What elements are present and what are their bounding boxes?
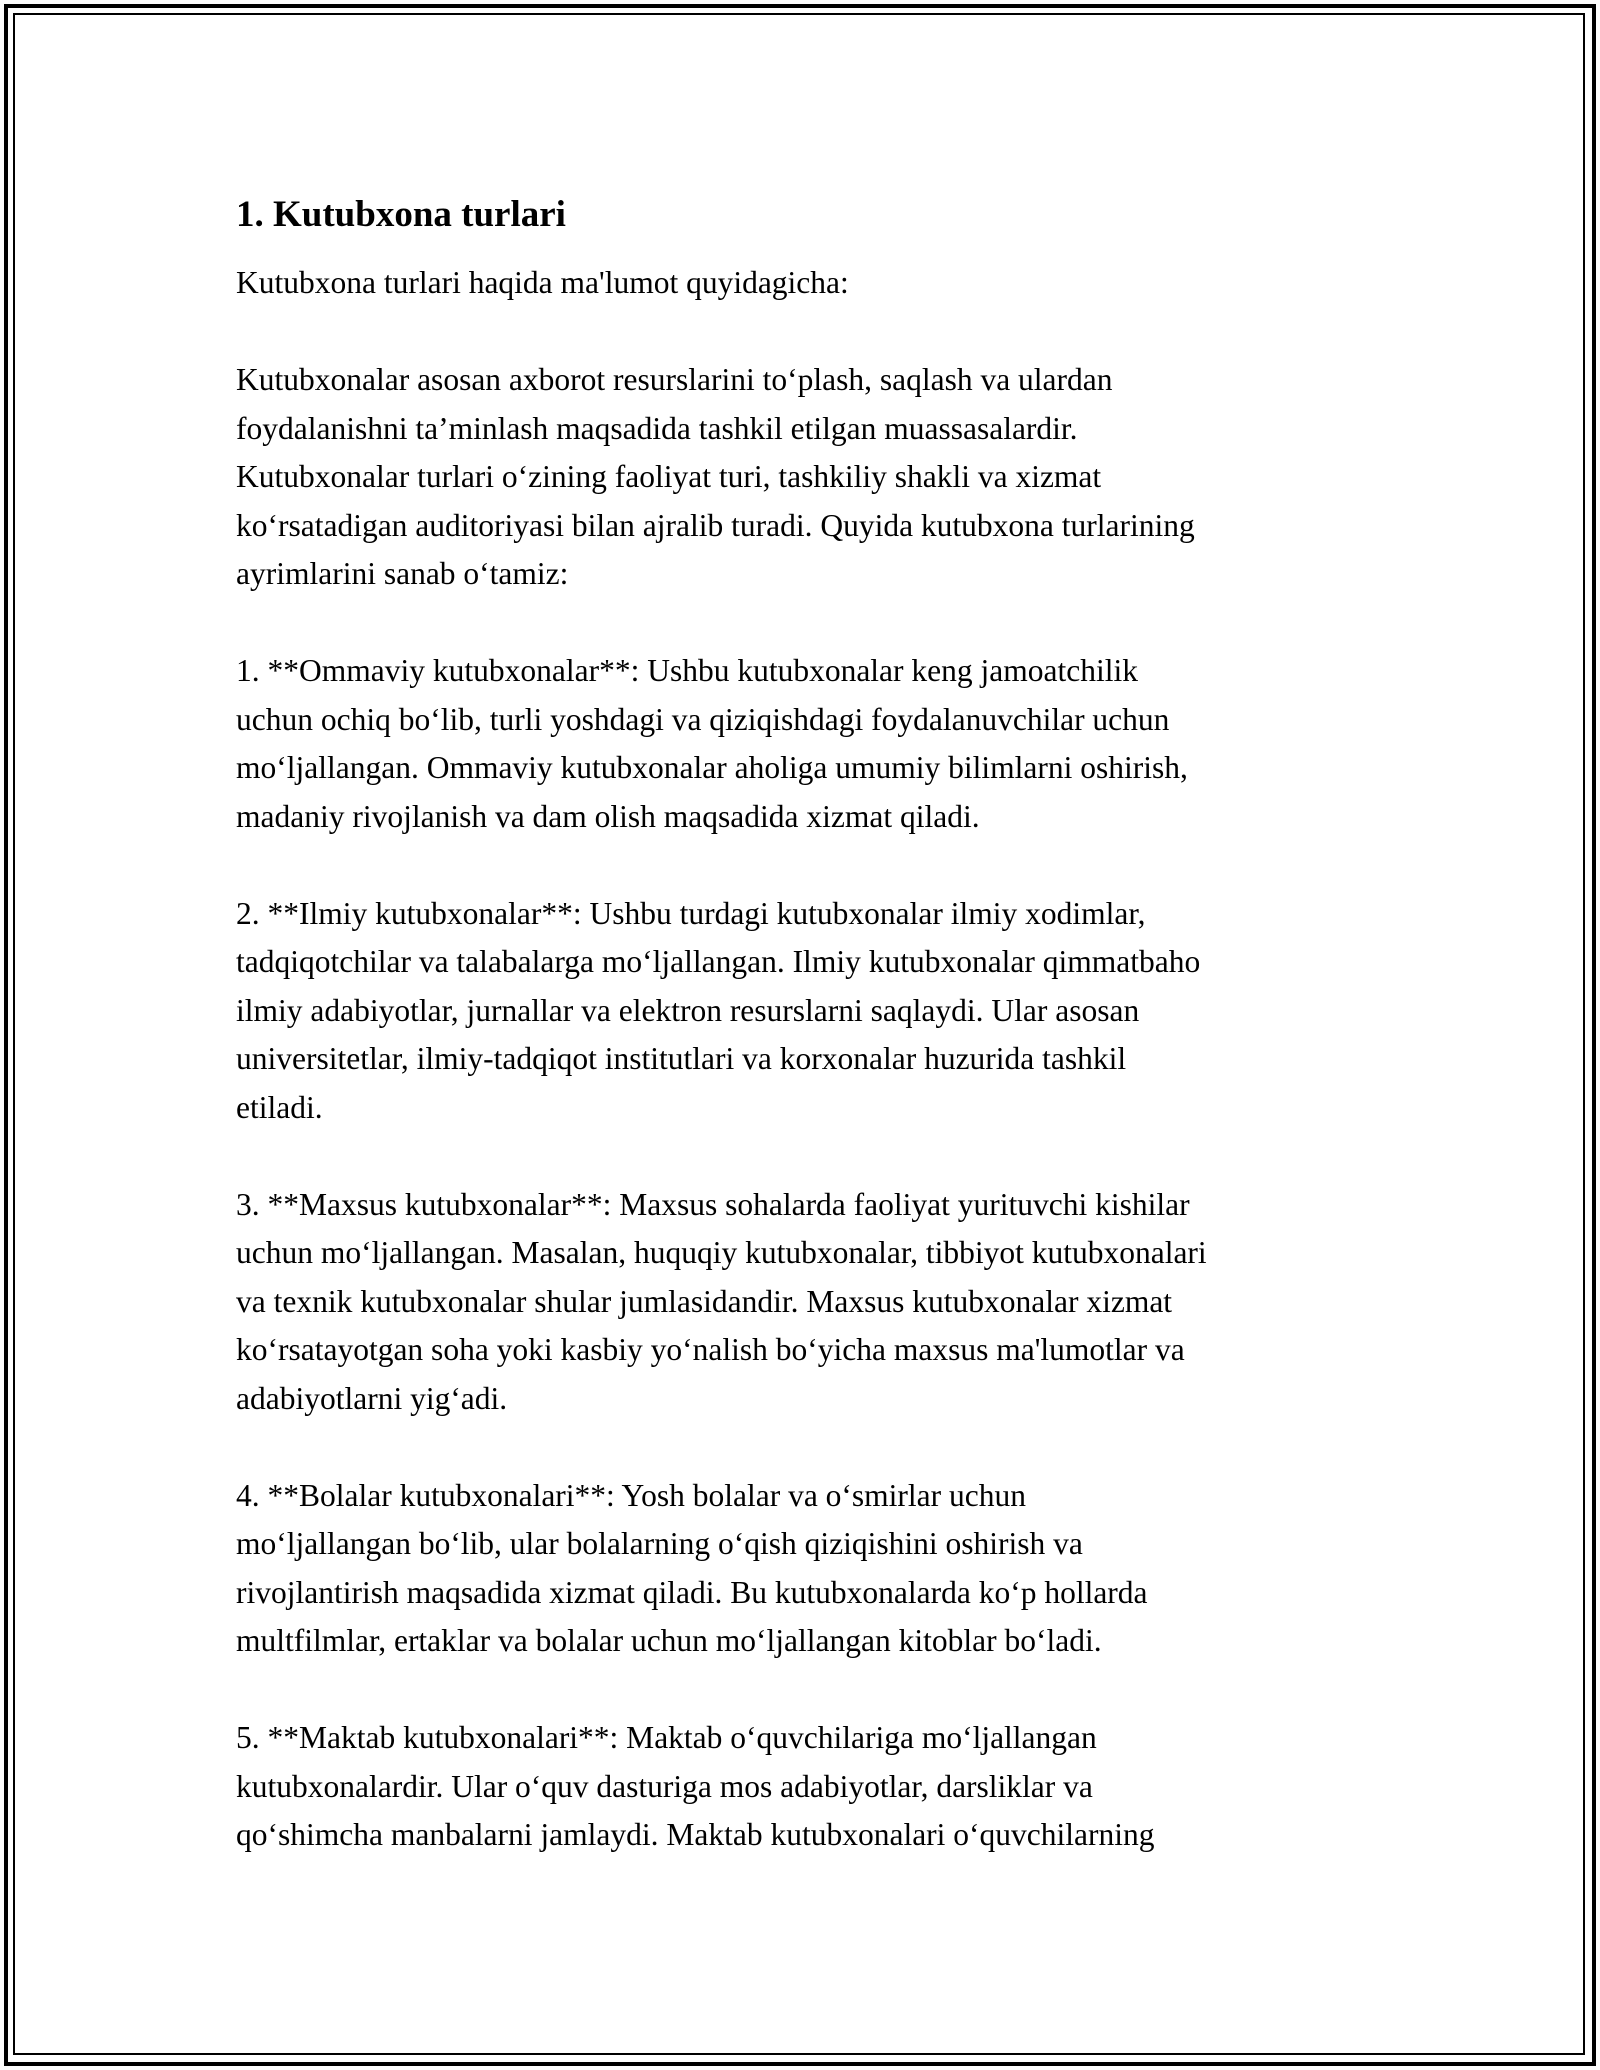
paragraph xyxy=(236,1181,1386,1424)
paragraph xyxy=(236,1714,1386,1860)
text-line: adabiyotlarni yig‘adi. xyxy=(236,1380,508,1416)
text-line: Kutubxonalar asosan axborot resurslarini to‘plash, saqlash va ulardan xyxy=(236,362,1113,397)
text-line: tadqiqotchilar va talabalarga mo‘ljallangan. Ilmiy kutubxonalar qimmatbaho xyxy=(236,944,1201,979)
text-line: Kutubxona turlari haqida ma'lumot quyidagicha: xyxy=(236,265,849,300)
document-body xyxy=(236,185,1386,1908)
text-line: 5. **Maktab kutubxonalari**: Maktab o‘quvchilariga mo‘ljallangan xyxy=(236,1720,1097,1755)
paragraph xyxy=(236,259,1386,308)
paragraph xyxy=(236,647,1386,841)
text-line: mo‘ljallangan bo‘lib, ular bolalarning o‘qish qiziqishini oshirish va xyxy=(236,1526,1083,1561)
text-line: rivojlantirish maqsadida xizmat qiladi. Bu kutubxonalarda ko‘p hollarda xyxy=(236,1574,1148,1610)
text-line: madaniy rivojlanish va dam olish maqsadida xizmat qiladi. xyxy=(236,798,980,834)
text-line: mo‘ljallangan. Ommaviy kutubxonalar aholiga umumiy bilimlarni oshirish, xyxy=(236,750,1188,785)
paragraph xyxy=(236,890,1386,1133)
text-line: ko‘rsatayotgan soha yoki kasbiy yo‘nalish bo‘yicha maxsus ma'lumotlar va xyxy=(236,1332,1185,1367)
text-line: 4. **Bolalar kutubxonalari**: Yosh bolalar va o‘smirlar uchun xyxy=(236,1477,1026,1513)
text-line: ayrimlarini sanab o‘tamiz: xyxy=(236,556,569,591)
text-line: foydalanishni ta’minlash maqsadida tashkil etilgan muassasalardir. xyxy=(236,410,1078,446)
text-line: 3. **Maxsus kutubxonalar**: Maxsus sohalarda faoliyat yurituvchi kishilar xyxy=(236,1186,1190,1222)
text-line: 2. **Ilmiy kutubxonalar**: Ushbu turdagi kutubxonalar ilmiy xodimlar, xyxy=(236,895,1146,931)
text-line: va texnik kutubxonalar shular jumlasidandir. Maxsus kutubxonalar xizmat xyxy=(236,1283,1173,1319)
text-line: uchun ochiq bo‘lib, turli yoshdagi va qiziqishdagi foydalanuvchilar uchun xyxy=(236,701,1170,737)
text-line: etiladi. xyxy=(236,1089,323,1125)
document-title: 1. Kutubxona turlari xyxy=(236,194,566,235)
text-line: kutubxonalardir. Ular o‘quv dasturiga mos adabiyotlar, darsliklar va xyxy=(236,1768,1093,1804)
text-line: 1. **Ommaviy kutubxonalar**: Ushbu kutubxonalar keng jamoatchilik xyxy=(236,653,1138,688)
paragraph-list xyxy=(236,259,1386,1860)
text-line: ilmiy adabiyotlar, jurnallar va elektron resurslarni saqlaydi. Ular asosan xyxy=(236,992,1140,1028)
text-line: multfilmlar, ertaklar va bolalar uchun mo‘ljallangan kitoblar bo‘ladi. xyxy=(236,1623,1102,1658)
text-line: uchun mo‘ljallangan. Masalan, huquqiy kutubxonalar, tibbiyot kutubxonalari xyxy=(236,1235,1207,1270)
paragraph xyxy=(236,1472,1386,1666)
text-line: ko‘rsatadigan auditoriyasi bilan ajralib turadi. Quyida kutubxona turlarining xyxy=(236,507,1195,543)
text-line: universitetlar, ilmiy-tadqiqot institutlari va korxonalar huzurida tashkil xyxy=(236,1041,1127,1076)
text-line: Kutubxonalar turlari o‘zining faoliyat turi, tashkiliy shakli va xizmat xyxy=(236,459,1102,494)
paragraph xyxy=(236,356,1386,599)
text-line: qo‘shimcha manbalarni jamlaydi. Maktab kutubxonalari o‘quvchilarning xyxy=(236,1817,1155,1852)
